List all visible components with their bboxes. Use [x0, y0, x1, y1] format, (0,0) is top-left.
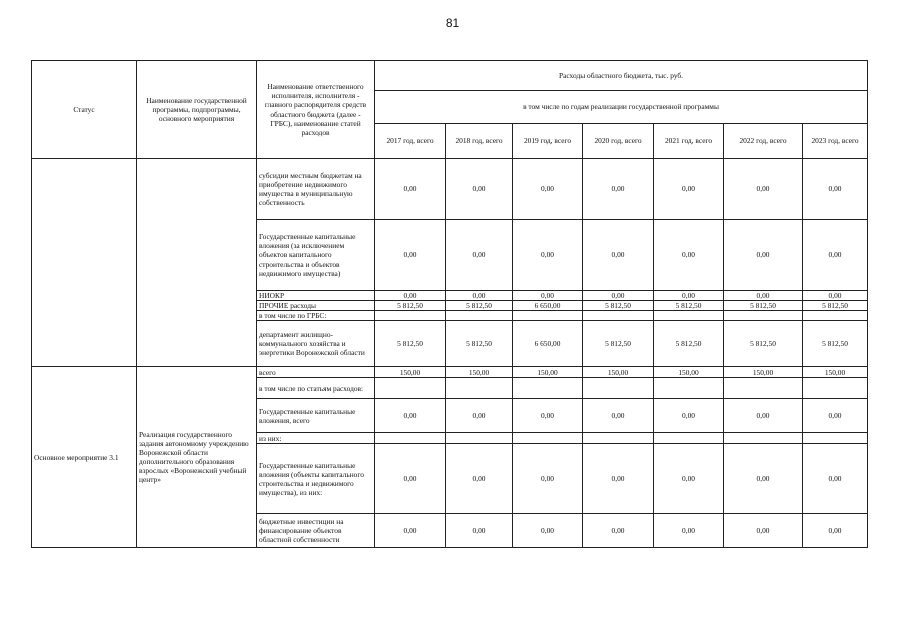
value-cell: 0,00: [375, 444, 446, 514]
value-cell: [583, 378, 654, 399]
value-cell: 0,00: [513, 444, 583, 514]
value-cell: 0,00: [803, 220, 868, 291]
value-cell: 0,00: [724, 444, 803, 514]
value-cell: 5 812,50: [724, 301, 803, 311]
status-cell-empty: [32, 159, 137, 367]
value-cell: [803, 378, 868, 399]
value-cell: 0,00: [583, 514, 654, 548]
value-cell: 0,00: [654, 444, 724, 514]
value-cell: 6 650,00: [513, 301, 583, 311]
value-cell: [583, 433, 654, 444]
value-cell: [513, 433, 583, 444]
row-label: Государственные капитальные вложения (за исключением объектов капитального строительства и объектов недвижимого имущества): [257, 220, 375, 291]
header-year: 2017 год, всего: [375, 124, 446, 159]
value-cell: [724, 433, 803, 444]
value-cell: 150,00: [446, 367, 513, 378]
header-year: 2022 год, всего: [724, 124, 803, 159]
value-cell: 5 812,50: [375, 321, 446, 367]
value-cell: 5 812,50: [583, 321, 654, 367]
value-cell: 5 812,50: [724, 321, 803, 367]
value-cell: 0,00: [446, 291, 513, 301]
value-cell: 0,00: [583, 444, 654, 514]
value-cell: 5 812,50: [583, 301, 654, 311]
row-label: из них:: [257, 433, 375, 444]
value-cell: 0,00: [446, 399, 513, 433]
row-label: Государственные капитальные вложения, всего: [257, 399, 375, 433]
value-cell: 0,00: [375, 159, 446, 220]
value-cell: 0,00: [513, 220, 583, 291]
value-cell: 0,00: [375, 291, 446, 301]
header-year: 2023 год, всего: [803, 124, 868, 159]
value-cell: 0,00: [724, 399, 803, 433]
value-cell: 0,00: [513, 514, 583, 548]
header-expenses-title: Расходы областного бюджета, тыс. руб.: [375, 61, 868, 91]
value-cell: [375, 433, 446, 444]
header-status: Статус: [32, 61, 137, 159]
header-year: 2020 год, всего: [583, 124, 654, 159]
name-cell-empty: [137, 159, 257, 367]
value-cell: 150,00: [803, 367, 868, 378]
value-cell: 150,00: [513, 367, 583, 378]
value-cell: 0,00: [803, 159, 868, 220]
value-cell: [583, 311, 654, 321]
value-cell: 5 812,50: [803, 301, 868, 311]
value-cell: 150,00: [583, 367, 654, 378]
value-cell: [654, 311, 724, 321]
header-year: 2018 год, всего: [446, 124, 513, 159]
value-cell: 0,00: [724, 291, 803, 301]
value-cell: [724, 311, 803, 321]
row-label: Государственные капитальные вложения (объекты капитального строительства и недвижимого имущества), из них:: [257, 444, 375, 514]
value-cell: 6 650,00: [513, 321, 583, 367]
value-cell: 150,00: [654, 367, 724, 378]
value-cell: 5 812,50: [446, 301, 513, 311]
value-cell: 0,00: [583, 159, 654, 220]
value-cell: 5 812,50: [803, 321, 868, 367]
value-cell: 5 812,50: [446, 321, 513, 367]
value-cell: [446, 378, 513, 399]
value-cell: 5 812,50: [654, 301, 724, 311]
header-year: 2021 год, всего: [654, 124, 724, 159]
header-year: 2019 год, всего: [513, 124, 583, 159]
row-label: ПРОЧИЕ расходы: [257, 301, 375, 311]
value-cell: 150,00: [375, 367, 446, 378]
section-name: Реализация государственного задания автономному учреждению Воронежской области дополнительного образования взрослых «Воронежский учебный центр»: [137, 367, 257, 548]
value-cell: 0,00: [654, 220, 724, 291]
value-cell: 0,00: [803, 291, 868, 301]
value-cell: 0,00: [583, 399, 654, 433]
value-cell: 0,00: [654, 399, 724, 433]
value-cell: [724, 378, 803, 399]
value-cell: [375, 311, 446, 321]
value-cell: 0,00: [513, 291, 583, 301]
header-executor: Наименование ответственного исполнителя, исполнителя - главного распорядителя средств областного бюджета (далее - ГРБС), наименование статей расходов: [257, 61, 375, 159]
value-cell: [513, 311, 583, 321]
value-cell: 0,00: [375, 399, 446, 433]
row-label: бюджетные инвестиции на финансирование объектов областной собственности: [257, 514, 375, 548]
table-header: [32, 61, 868, 159]
value-cell: 0,00: [513, 159, 583, 220]
value-cell: 0,00: [654, 159, 724, 220]
value-cell: 5 812,50: [654, 321, 724, 367]
value-cell: 0,00: [803, 444, 868, 514]
row-label: всего: [257, 367, 375, 378]
value-cell: 0,00: [803, 399, 868, 433]
value-cell: 0,00: [724, 220, 803, 291]
value-cell: 0,00: [654, 291, 724, 301]
value-cell: [513, 378, 583, 399]
page-number: 81: [445, 16, 460, 30]
value-cell: 0,00: [724, 159, 803, 220]
value-cell: 0,00: [446, 514, 513, 548]
value-cell: 0,00: [724, 514, 803, 548]
row-label: субсидии местным бюджетам на приобретение недвижимого имущества в муниципальную собственность: [257, 159, 375, 220]
value-cell: 0,00: [375, 514, 446, 548]
budget-table: [31, 60, 868, 548]
header-by-years: в том числе по годам реализации государственной программы: [375, 91, 868, 124]
value-cell: [446, 433, 513, 444]
value-cell: 0,00: [375, 220, 446, 291]
table-row: [32, 159, 868, 220]
row-label: в том числе по статьям расходов:: [257, 378, 375, 399]
value-cell: [803, 311, 868, 321]
value-cell: 0,00: [513, 399, 583, 433]
value-cell: 0,00: [446, 220, 513, 291]
row-label: НИОКР: [257, 291, 375, 301]
section-status: Основное мероприятие 3.1: [32, 367, 137, 548]
value-cell: 0,00: [803, 514, 868, 548]
table-row-total: [32, 367, 868, 378]
value-cell: [654, 433, 724, 444]
value-cell: 0,00: [583, 220, 654, 291]
value-cell: [803, 433, 868, 444]
value-cell: 0,00: [446, 159, 513, 220]
value-cell: 150,00: [724, 367, 803, 378]
header-program-name: Наименование государственной программы, подпрограммы, основного мероприятия: [137, 61, 257, 159]
value-cell: 0,00: [446, 444, 513, 514]
value-cell: [654, 378, 724, 399]
row-label: департамент жилищно-коммунального хозяйства и энергетики Воронежской области: [257, 321, 375, 367]
value-cell: 0,00: [583, 291, 654, 301]
value-cell: 5 812,50: [375, 301, 446, 311]
value-cell: 0,00: [654, 514, 724, 548]
row-label: в том числе по ГРБС:: [257, 311, 375, 321]
value-cell: [446, 311, 513, 321]
value-cell: [375, 378, 446, 399]
